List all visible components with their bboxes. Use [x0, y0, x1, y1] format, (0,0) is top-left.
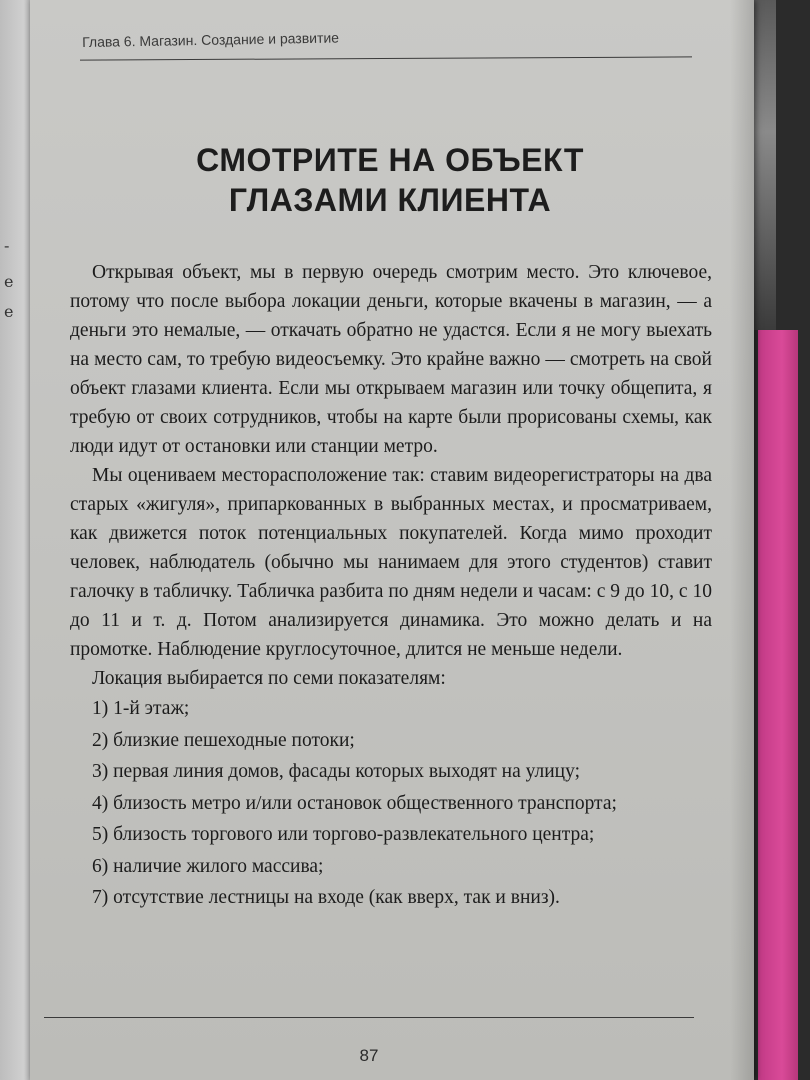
prev-page-fragment: - [4, 236, 10, 255]
title-line-1: СМОТРИТЕ НА ОБЪЕКТ [196, 142, 584, 178]
body-text [70, 258, 712, 914]
list-item: 5) близость торгового или торгово-развлекательного центра; [92, 824, 595, 845]
criteria-list [70, 693, 712, 914]
prev-page-fragment: е [4, 302, 14, 321]
header-rule [80, 56, 692, 60]
page-fold-shadow [730, 0, 754, 1080]
footer-rule [44, 1017, 694, 1018]
title-line-2: ГЛАЗАМИ КЛИЕНТА [228, 182, 552, 218]
paragraph-1: Открывая объект, мы в первую очередь смотрим место. Это ключевое, потому что после выбора локации деньги, которые вкачены в магазин, — а деньги это немалые, — откачать обратно не удастся. Если я не могу выехать на место сам, то требую видеосъемку. Это крайне важно — смотреть на свой объект глазами клиента. Если мы открываем магазин или точку общепита, я требую от своих сотрудников, чтобы на карте были прорисованы схемы, как люди идут от остановки или станции метро. [70, 262, 712, 457]
list-item: 1) 1-й этаж; [92, 698, 190, 719]
running-head: Глава 6. Магазин. Создание и развитие [82, 29, 340, 50]
page-number: 87 [359, 1046, 379, 1065]
book-page [30, 0, 754, 1080]
list-item: 3) первая линия домов, фасады которых выходят на улицу; [92, 761, 581, 782]
list-item: 7) отсутствие лестницы на входе (как вверх, так и вниз). [92, 887, 560, 908]
list-item: 2) близкие пешеходные потоки; [92, 729, 355, 751]
prev-page-fragment: е [4, 272, 14, 291]
paragraph-2: Мы оцениваем месторасположение так: ставим видеорегистраторы на два старых «жигуля», припаркованных в выбранных местах, и просматриваем, как движется поток потенциальных покупателей. Когда мимо проходит человек, наблюдатель (обычно мы нанимаем для этого студентов) ставит галочку в табличку. Табличка разбита по дням недели и часам: с 9 до 10, с 10 до 11 и т. д. Потом анализируется динамика. Это можно делать и на промотке. Наблюдение круглосуточное, длится не меньше недели. [70, 465, 712, 660]
previous-page-edge [0, 0, 34, 1080]
list-item: 6) наличие жилого массива; [92, 855, 324, 877]
chapter-section-title [70, 140, 710, 220]
paragraph-3: Локация выбирается по семи показателям: [92, 668, 446, 689]
background-magenta-book [758, 330, 798, 1080]
list-item: 4) близость метро и/или остановок общественного транспорта; [92, 792, 617, 814]
